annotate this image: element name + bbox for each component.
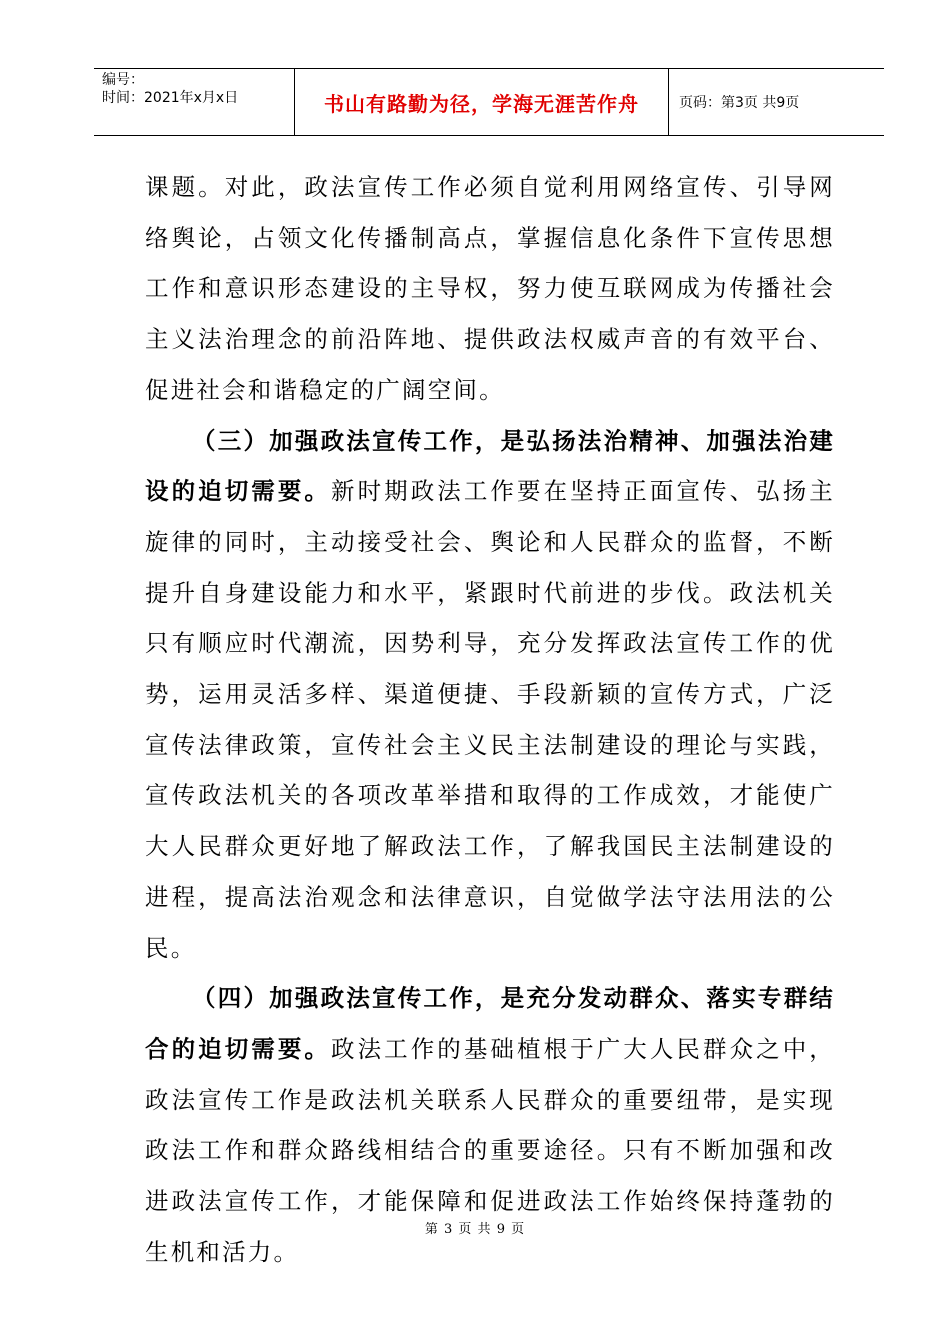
page-footer: 第 3 页 共 9 页 xyxy=(424,1222,526,1237)
header-motto: 书山有路勤为径，学海无涯苦作舟 xyxy=(295,69,669,135)
paragraph-2 xyxy=(145,416,835,974)
document-body xyxy=(145,162,835,1277)
document-time-label: 时间：2021年x月x日 xyxy=(102,90,239,106)
paragraph-3-heading: （四）加强政法宣传工作，是充分发动群众、落实专群结合的迫切需要。 xyxy=(145,984,835,1063)
paragraph-2-heading: （三）加强政法宣传工作，是弘扬法治精神、加强法治建设的迫切需要。 xyxy=(145,426,835,506)
page-header xyxy=(94,68,884,136)
header-page-info: 页码：第3页 共9页 xyxy=(679,95,800,111)
paragraph-1: 课题。对此，政法宣传工作必须自觉利用网络宣传、引导网络舆论，占领文化传播制高点，掌握信息化条件下宣传思想工作和意识形态建设的主导权，努力使互联网成为传播社会主义法治理念的前沿阵地、提供政法权威声音的有效平台、促进社会和谐稳定的广阔空间。 xyxy=(145,173,835,404)
header-meta xyxy=(94,69,295,135)
paragraph-3-text: 政法工作的基础植根于广大人民群众之中，政法宣传工作是政法机关联系人民群众的重要纽带，是实现政法工作和群众路线相结合的重要途径。只有不断加强和改进政法宣传工作，才能保障和促进政法工作始终保持蓬勃的生机和活力。 xyxy=(145,1034,835,1266)
paragraph-2-text: 新时期政法工作要在坚持正面宣传、弘扬主旋律的同时，主动接受社会、舆论和人民群众的监督，不断提升自身建设能力和水平，紧跟时代前进的步伐。政法机关只有顺应时代潮流，因势利导，充分发挥政法宣传工作的优势，运用灵活多样、渠道便捷、手段新颖的宣传方式，广泛宣传法律政策，宣传社会主义民主法制建设的理论与实践，宣传政法机关的各项改革举措和取得的工作成效，才能使广大人民群众更好地了解政法工作，了解我国民主法制建设的进程，提高法治观念和法律意识，自觉做学法守法用法的公民。 xyxy=(145,477,835,962)
document-number-label: 编号： xyxy=(102,72,144,88)
